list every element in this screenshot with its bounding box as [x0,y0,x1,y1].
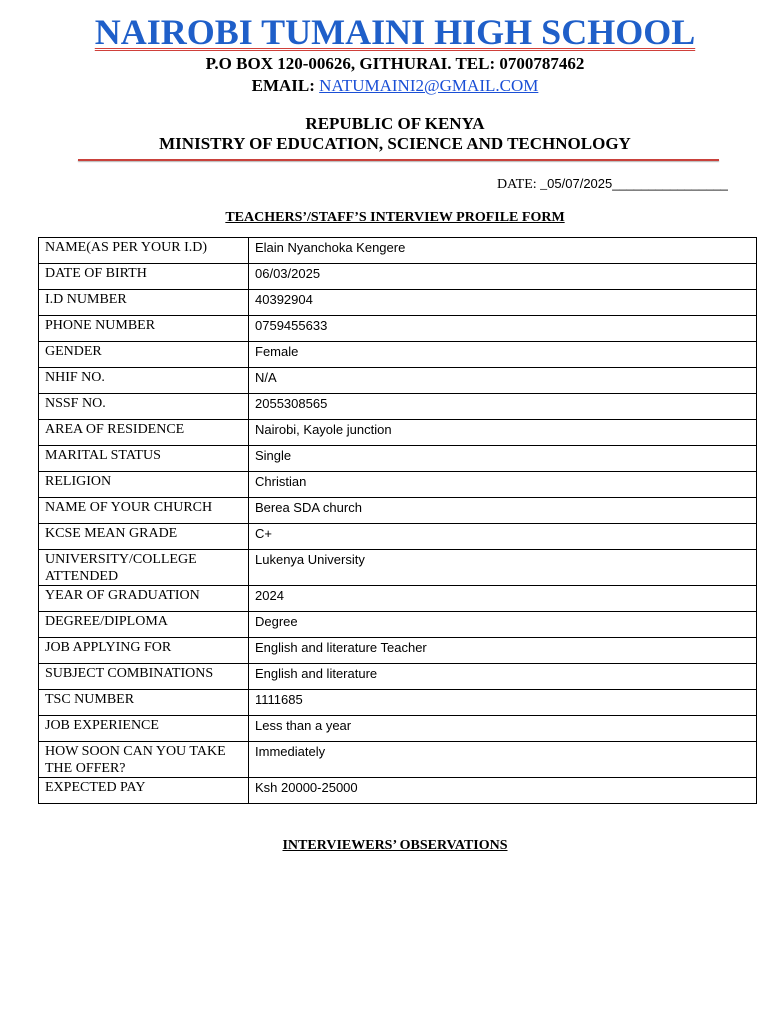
field-value: C+ [249,524,757,550]
field-value: Single [249,446,757,472]
table-row [39,550,757,586]
form-title: TEACHERS’/STAFF’S INTERVIEW PROFILE FORM [225,210,565,225]
field-label: KCSE MEAN GRADE [39,524,249,550]
field-label: GENDER [39,342,249,368]
header-divider [78,159,719,161]
table-row [39,586,757,612]
field-label: HOW SOON CAN YOU TAKE THE OFFER? [39,742,249,778]
field-value: Ksh 20000-25000 [249,778,757,804]
table-row [39,778,757,804]
field-value: 2024 [249,586,757,612]
field-value: 40392904 [249,290,757,316]
field-value: 2055308565 [249,394,757,420]
field-label: NSSF NO. [39,394,249,420]
table-row [39,524,757,550]
field-value: 0759455633 [249,316,757,342]
field-value: 1111685 [249,690,757,716]
field-value: Less than a year [249,716,757,742]
field-value: Lukenya University [249,550,757,586]
table-row [39,290,757,316]
ministry-heading: MINISTRY OF EDUCATION, SCIENCE AND TECHNOLOGY [159,134,631,153]
table-row [39,472,757,498]
field-label: DEGREE/DIPLOMA [39,612,249,638]
table-row [39,394,757,420]
field-label: YEAR OF GRADUATION [39,586,249,612]
field-label: MARITAL STATUS [39,446,249,472]
field-value: Elain Nyanchoka Kengere [249,238,757,264]
field-label: PHONE NUMBER [39,316,249,342]
email-line [0,76,768,96]
table-row [39,612,757,638]
field-label: UNIVERSITY/COLLEGE ATTENDED [39,550,249,586]
field-label: NAME OF YOUR CHURCH [39,498,249,524]
field-value: Berea SDA church [249,498,757,524]
date-line [497,176,728,193]
field-label: TSC NUMBER [39,690,249,716]
date-value: 05/07/2025________________ [547,176,728,191]
date-label: DATE: _ [497,177,548,192]
table-row [39,690,757,716]
table-row [39,342,757,368]
table-row [39,446,757,472]
field-label: AREA OF RESIDENCE [39,420,249,446]
field-value: Nairobi, Kayole junction [249,420,757,446]
field-label: EXPECTED PAY [39,778,249,804]
observations-heading: INTERVIEWERS’ OBSERVATIONS [282,838,508,853]
field-value: Immediately [249,742,757,778]
table-row [39,716,757,742]
field-value: 06/03/2025 [249,264,757,290]
field-value: Female [249,342,757,368]
email-link[interactable]: NATUMAINI2@GMAIL.COM [319,76,539,95]
school-name: NAIROBI TUMAINI HIGH SCHOOL [94,12,696,52]
field-label: JOB APPLYING FOR [39,638,249,664]
field-label: SUBJECT COMBINATIONS [39,664,249,690]
field-label: DATE OF BIRTH [39,264,249,290]
table-row [39,420,757,446]
profile-table [38,237,757,804]
field-label: NHIF NO. [39,368,249,394]
field-label: RELIGION [39,472,249,498]
table-row [39,238,757,264]
table-row [39,638,757,664]
table-row [39,664,757,690]
field-value: Christian [249,472,757,498]
table-row [39,368,757,394]
table-row [39,264,757,290]
field-value: N/A [249,368,757,394]
field-label: I.D NUMBER [39,290,249,316]
field-value: Degree [249,612,757,638]
field-label: NAME(AS PER YOUR I.D) [39,238,249,264]
email-label: EMAIL: [251,76,320,95]
table-row [39,498,757,524]
field-value: English and literature [249,664,757,690]
field-label: JOB EXPERIENCE [39,716,249,742]
table-row [39,742,757,778]
field-value: English and literature Teacher [249,638,757,664]
republic-heading: REPUBLIC OF KENYA [305,114,485,133]
school-address: P.O BOX 120-00626, GITHURAI. TEL: 0700787462 [205,54,585,73]
table-row [39,316,757,342]
